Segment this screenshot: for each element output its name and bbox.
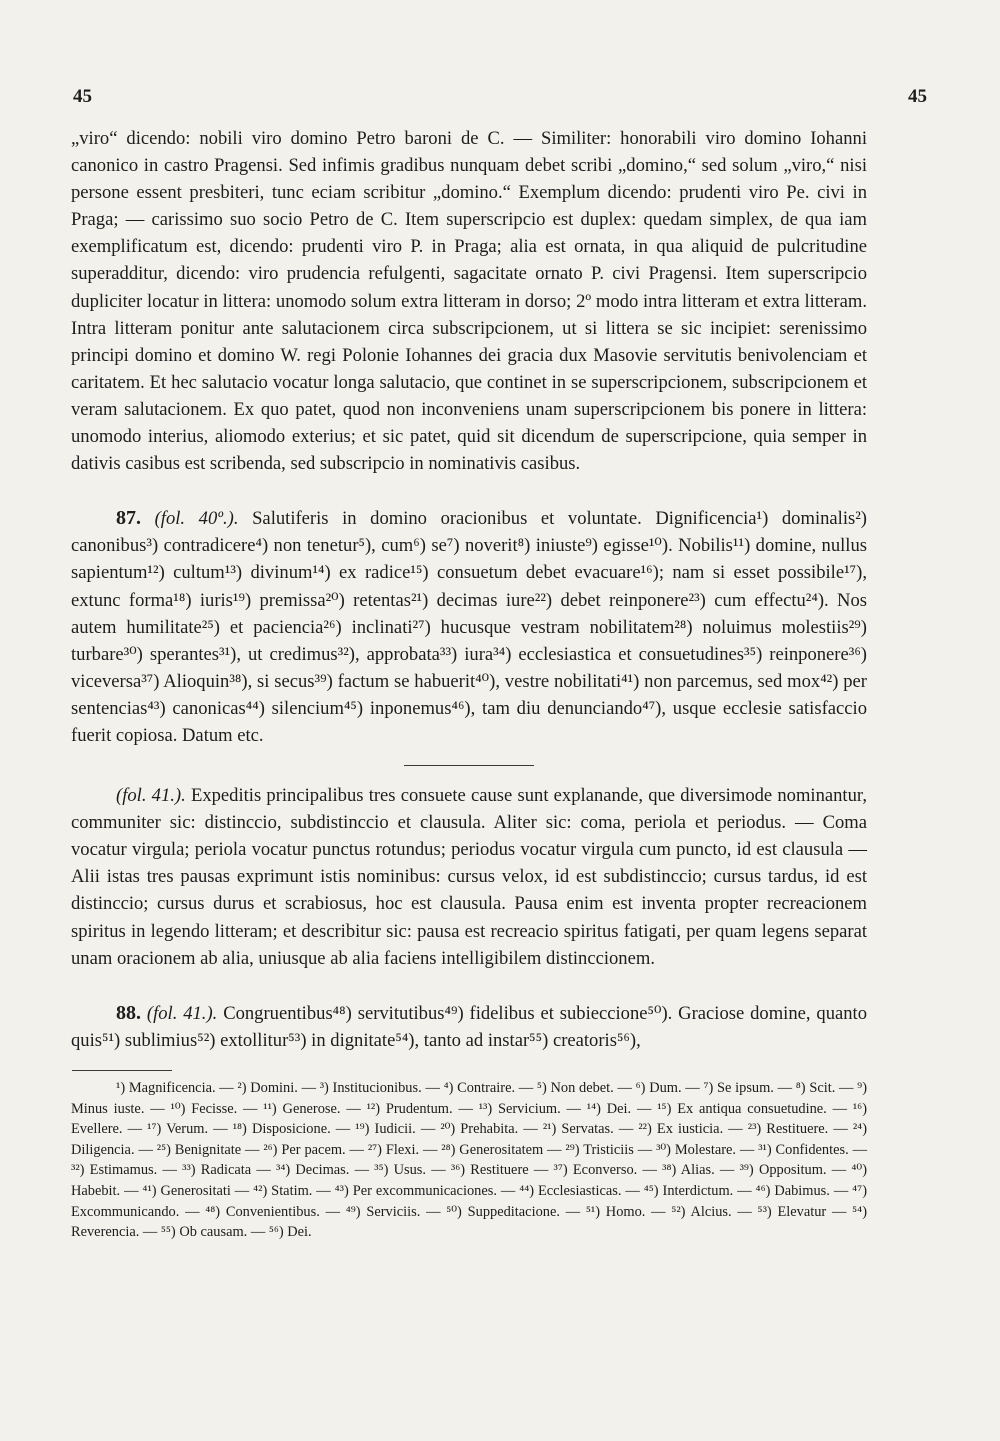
body-text (71, 125, 867, 1054)
footnote-text: ¹) Magnificencia. — ²) Domini. — ³) Institucionibus. — ⁴) Contraire. — ⁵) Non debet. — ⁶) Dum. — ⁷) Se ipsum. — ⁸) Scit. — ⁹) Minus iuste. — ¹⁰) Fecisse. — ¹¹) Generose. — ¹²) Prudentum. — ¹³) Servicium. — ¹⁴) Dei. — ¹⁵) Ex antiqua consuetudine. — ¹⁶) Evellere. — ¹⁷) Verum. — ¹⁸) Disposicione. — ¹⁹) Iudicii. — ²⁰) Prehabita. — ²¹) Servatas. — ²²) Ex iusticia. — ²³) Restituere. — ²⁴) Diligencia. — ²⁵) Benignitate — ²⁶) Per pacem. — ²⁷) Flexi. — ²⁸) Generositatem — ²⁹) Tristiciis — ³⁰) Molestare. — ³¹) Confidentes. — ³²) Estimamus. — ³³) Radicata — ³⁴) Decimas. — ³⁵) Usus. — ³⁶) Restituere — ³⁷) Econverso. — ³⁸) Alias. — ³⁹) Oppositum. — ⁴⁰) Habebit. — ⁴¹) Generositati — ⁴²) Statim. — ⁴³) Per excommunicaciones. — ⁴⁴) Ecclesiasticas. — ⁴⁵) Interdictum. — ⁴⁶) Dabimus. — ⁴⁷) Excommunicando. — ⁴⁸) Convenientibus. — ⁴⁹) Serviciis. — ⁵⁰) Suppeditacione. — ⁵¹) Homo. — ⁵²) Alcius. — ⁵³) Elevatur — ⁵⁴) Reverencia. — ⁵⁵) Ob causam. — ⁵⁶) Dei. (71, 1080, 867, 1241)
folio-reference: (fol. 41.). (146, 1002, 218, 1024)
footnotes (71, 1078, 867, 1243)
entry-fol-41 (71, 782, 867, 972)
footnote-rule (72, 1070, 172, 1071)
entry-text: Expeditis principalibus tres consuete cause sunt explanande, que diversimode nominantur, communiter sic: distinccio, subdistinccio et clausula. Aliter sic: coma, periola et periodus. — Coma vocatur virgula; periola vocatur punctus rotundus; periodus vocatur virgula cum puncto, id est clausula — Alii istas tres pausas exprimunt istis nominibus: cursus velox, id est subdistinccio; cursus tardus, id est distinccio; cursus durus et scrabiosus, hoc est clausula. Pausa enim est inventa propter recreacionem spiritus in legendo litteram; et describitur sic: pausa est recreacio spiritus fatigati, per quam legens separat unam oracionem ab alia, uniusque ab alia faciens intelligibilem distinccionem. (71, 785, 867, 969)
entry-number: 87. (116, 507, 141, 530)
folio-reference: (fol. 40º.). (154, 508, 239, 530)
entry-number: 88. (116, 1001, 141, 1024)
entry-88 (71, 1000, 867, 1054)
folio-reference: (fol. 41.). (116, 785, 186, 807)
entry-87 (71, 505, 867, 749)
section-divider (404, 765, 534, 766)
entry-text: Congruentibus⁴⁸) servitutibus⁴⁹) fidelibus et subieccione⁵⁰). Graciose domine, quanto quis⁵¹) sublimius⁵²) extollitur⁵³) in dignitate⁵⁴), tanto ad instar⁵⁵) creatoris⁵⁶), (71, 1002, 867, 1051)
page-number-left: 45 (73, 86, 92, 107)
paragraph-opening: „viro“ dicendo: nobili viro domino Petro baroni de C. — Similiter: honorabili viro domino Iohanni canonico in castro Pragensi. Sed infimis gradibus nunquam debet scribi „domino,“ sed solum „viro,“ nisi persone essent presbiteri, tunc eciam scribitur „domino.“ Exemplum dicendo: prudenti viro Pe. civi in Praga; — carissimo suo socio Petro de C. Item superscripcio est duplex: quedam simplex, de qua iam exemplificatum est, dicendo: prudenti viro P. in Praga; alia est ornata, in qua aliquid de pulcritudine superadditur, dicendo: viro prudencia refulgenti, sagacitate ornato P. civi Pragensi. Item superscripcio dupliciter locatur in littera: unomodo solum extra litteram in dorso; 2º modo intra litteram et extra litteram. Intra litteram ponitur ante salutacionem circa subscripcionem, ut si littera se sic incipiet: serenissimo principi domino et domino W. regi Polonie Iohannes dei gracia dux Masovie servitutis benivolenciam et caritatem. Et hec salutacio vocatur longa salutacio, que continet in se superscripcionem, subscripcionem et veram salutacionem. Ex quo patet, quod non inconveniens unam superscripcionem bis ponere in littera: unomodo interius, aliomodo exterius; et sic patet, quid sit dicendum de superscripcione, quia semper in dativis casibus est scribenda, sed subscripcio in nominativis casibus. (71, 128, 867, 475)
page-number-right: 45 (908, 86, 927, 107)
entry-text: Salutiferis in domino oracionibus et voluntate. Dignificencia¹) dominalis²) canonibus³) contradicere⁴) non tenetur⁵), cum⁶) se⁷) noverit⁸) iniuste⁹) egisse¹⁰). Nobilis¹¹) domine, nullus sapientum¹²) cultum¹³) divinum¹⁴) ex radice¹⁵) consuetum debet evacuare¹⁶); nam si esset possibile¹⁷), extunc forma¹⁸) iuris¹⁹) premissa²⁰) retentas²¹) decimas iure²²) debet reinponere²³) cum effectu²⁴). Nos autem humilitate²⁵) et paciencia²⁶) inclinati²⁷) hucusque vestram nobilitatem²⁸) noluimus molestiis²⁹) turbare³⁰) sperantes³¹), ut credimus³²), approbata³³) iura³⁴) ecclesiastica et consuetudines³⁵) reinponere³⁶) viceversa³⁷) Alioquin³⁸), si secus³⁹) factum se habuerit⁴⁰), vestre nobilitati⁴¹) non parcemus, sed mox⁴²) per sentencias⁴³) canonicas⁴⁴) silencium⁴⁵) inponemus⁴⁶), tam diu denunciando⁴⁷), usque ecclesie satisfaccio fuerit copiosa. Datum etc. (71, 508, 867, 746)
